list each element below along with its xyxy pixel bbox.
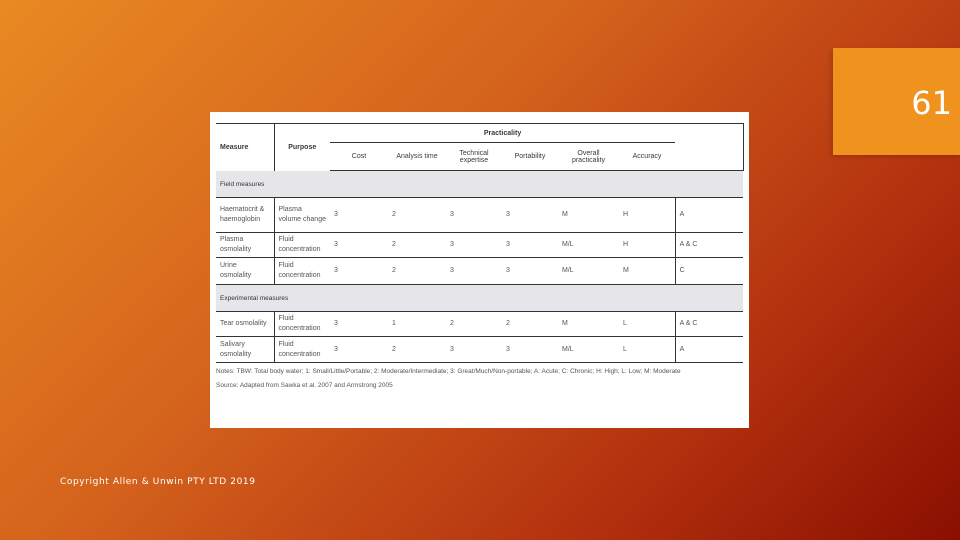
cell-analysis-time: 2 [388, 233, 446, 258]
cell-portability: 3 [502, 198, 558, 233]
header-validity-spacer [675, 124, 743, 171]
cell-validity: A & C [675, 233, 743, 258]
table-row [216, 312, 743, 337]
header-measure: Measure [216, 124, 274, 171]
table-card [210, 112, 749, 428]
header-accuracy: Accuracy [619, 143, 675, 171]
cell-accuracy: M [619, 258, 675, 285]
header-overall-practicality: Overall practicality [558, 143, 619, 171]
cell-validity: C [675, 258, 743, 285]
cell-technical-expertise: 3 [446, 233, 502, 258]
cell-technical-expertise: 3 [446, 337, 502, 363]
cell-overall-practicality: M/L [558, 337, 619, 363]
cell-measure: Haematocrit & haemoglobin [216, 198, 274, 233]
cell-accuracy: H [619, 198, 675, 233]
cell-analysis-time: 1 [388, 312, 446, 337]
cell-purpose: Fluid concentration [274, 337, 330, 363]
header-purpose: Purpose [274, 124, 330, 171]
table-notes: Notes: TBW: Total body water; 1: Small/Little/Portable; 2: Moderate/Intermediate; 3: Great/Much/Non-portable; A: Acute; C: Chronic; H: High; L: Low; M: Moderate [216, 368, 681, 375]
cell-analysis-time: 2 [388, 258, 446, 285]
copyright-footer: Copyright Allen & Unwin PTY LTD 2019 [60, 477, 256, 487]
cell-cost: 3 [330, 312, 388, 337]
cell-accuracy: H [619, 233, 675, 258]
cell-accuracy: L [619, 312, 675, 337]
cell-purpose: Fluid concentration [274, 258, 330, 285]
cell-cost: 3 [330, 198, 388, 233]
table-row [216, 233, 743, 258]
cell-overall-practicality: M [558, 198, 619, 233]
cell-analysis-time: 2 [388, 198, 446, 233]
cell-overall-practicality: M/L [558, 233, 619, 258]
cell-purpose: Fluid concentration [274, 312, 330, 337]
section-title-field: Field measures [216, 171, 743, 198]
header-technical-expertise: Technical expertise [446, 143, 502, 171]
cell-measure: Tear osmolality [216, 312, 274, 337]
cell-validity: A [675, 198, 743, 233]
header-analysis-time: Analysis time [388, 143, 446, 171]
section-title-experimental: Experimental measures [216, 285, 743, 312]
cell-measure: Plasma osmolality [216, 233, 274, 258]
cell-validity: A & C [675, 312, 743, 337]
page-number-badge [833, 48, 960, 155]
page-number: 61 [911, 84, 952, 122]
header-cost: Cost [330, 143, 388, 171]
cell-cost: 3 [330, 233, 388, 258]
header-practicality: Practicality [330, 124, 675, 143]
practicality-table [216, 123, 744, 363]
table-row [216, 258, 743, 285]
table-row [216, 198, 743, 233]
cell-cost: 3 [330, 258, 388, 285]
cell-accuracy: L [619, 337, 675, 363]
header-portability: Portability [502, 143, 558, 171]
cell-validity: A [675, 337, 743, 363]
cell-measure: Urine osmolality [216, 258, 274, 285]
cell-analysis-time: 2 [388, 337, 446, 363]
cell-purpose: Fluid concentration [274, 233, 330, 258]
cell-technical-expertise: 3 [446, 258, 502, 285]
table-row [216, 337, 743, 363]
cell-portability: 3 [502, 233, 558, 258]
cell-technical-expertise: 2 [446, 312, 502, 337]
table-source: Source: Adapted from Sawka et al. 2007 and Armstrong 2005 [216, 382, 393, 389]
cell-portability: 3 [502, 337, 558, 363]
cell-purpose: Plasma volume change [274, 198, 330, 233]
cell-cost: 3 [330, 337, 388, 363]
cell-technical-expertise: 3 [446, 198, 502, 233]
cell-overall-practicality: M [558, 312, 619, 337]
cell-portability: 3 [502, 258, 558, 285]
cell-overall-practicality: M/L [558, 258, 619, 285]
cell-portability: 2 [502, 312, 558, 337]
cell-measure: Salivary osmolality [216, 337, 274, 363]
